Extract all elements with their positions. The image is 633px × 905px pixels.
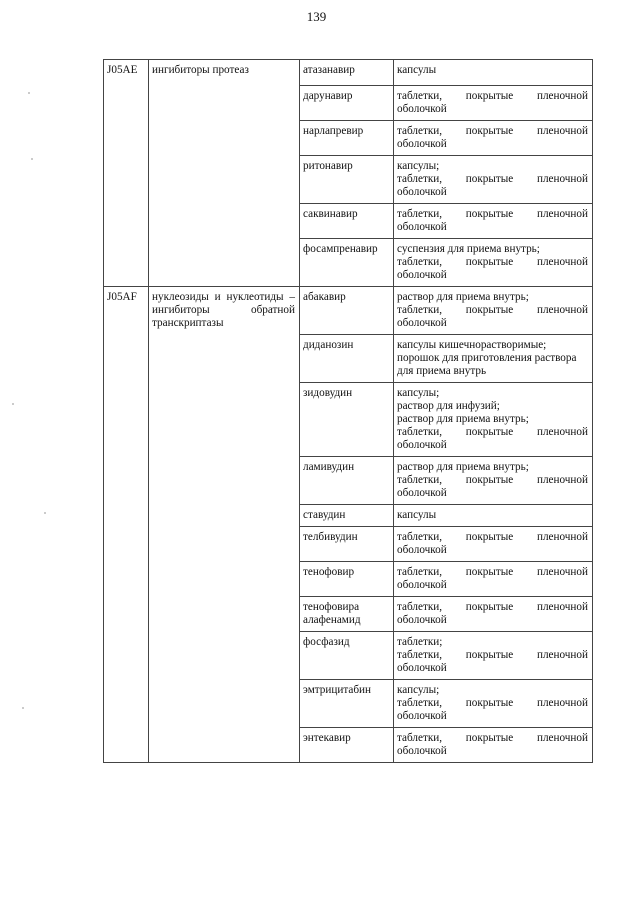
drug-name-cell	[300, 239, 394, 287]
dosage-form-line: таблетки, покрытые пленочной	[397, 173, 588, 185]
dosage-form-line: таблетки;	[397, 636, 443, 648]
drug-name: саквинавир	[303, 208, 358, 220]
dosage-form-line: раствор для инфузий;	[397, 400, 500, 412]
group-name-cell	[149, 287, 300, 763]
dosage-form-line: оболочкой	[397, 662, 447, 674]
dosage-form-line: капсулы	[397, 509, 437, 521]
dosage-form-line: таблетки, покрытые пленочной	[397, 649, 588, 661]
drug-name: ритонавир	[303, 160, 353, 172]
group-name-cell	[149, 60, 300, 287]
drug-name-cell	[300, 632, 394, 680]
dosage-form-cell	[394, 204, 593, 239]
dosage-form-line: оболочкой	[397, 614, 447, 626]
drug-name: эмтрицитабин	[303, 684, 372, 696]
dosage-form-line: оболочкой	[397, 579, 447, 591]
drug-name-cell	[300, 287, 394, 335]
dosage-form-line: капсулы;	[397, 387, 440, 399]
drug-name: тенофовира алафенамид	[303, 601, 361, 626]
dosage-form-line: таблетки, покрытые пленочной	[397, 304, 588, 316]
dosage-form-line: таблетки, покрытые пленочной	[397, 125, 588, 137]
table-row	[104, 287, 593, 335]
atc-code-cell	[104, 287, 149, 763]
dosage-form-line: таблетки, покрытые пленочной	[397, 426, 588, 438]
drug-name: ставудин	[303, 509, 346, 521]
atc-code: J05AF	[107, 291, 137, 303]
drug-name-cell	[300, 335, 394, 383]
dosage-form-cell	[394, 562, 593, 597]
dosage-form-line: оболочкой	[397, 745, 447, 757]
dosage-form-line: таблетки, покрытые пленочной	[397, 208, 588, 220]
dosage-form-line: оболочкой	[397, 138, 447, 150]
drug-name: телбивудин	[303, 531, 358, 543]
dosage-form-cell	[394, 383, 593, 457]
table-body	[104, 60, 593, 763]
drug-name: дарунавир	[303, 90, 353, 102]
dosage-form-line: раствор для приема внутрь;	[397, 461, 529, 473]
dosage-form-line: таблетки, покрытые пленочной	[397, 256, 588, 268]
dosage-form-line: порошок для приготовления раствора	[397, 352, 577, 364]
dosage-form-cell	[394, 505, 593, 527]
drug-name-cell	[300, 204, 394, 239]
dosage-form-cell	[394, 457, 593, 505]
dosage-form-line: оболочкой	[397, 103, 447, 115]
scan-speck	[44, 512, 46, 514]
dosage-form-cell	[394, 156, 593, 204]
dosage-form-cell	[394, 60, 593, 86]
drug-name-cell	[300, 383, 394, 457]
drug-name: фосампренавир	[303, 243, 378, 255]
dosage-form-line: оболочкой	[397, 269, 447, 281]
dosage-form-cell	[394, 527, 593, 562]
drug-name-cell	[300, 527, 394, 562]
drug-name: фосфазид	[303, 636, 350, 648]
dosage-form-cell	[394, 335, 593, 383]
drug-name-cell	[300, 680, 394, 728]
drug-name: зидовудин	[303, 387, 353, 399]
dosage-form-line: таблетки, покрытые пленочной	[397, 732, 588, 744]
dosage-form-line: суспензия для приема внутрь;	[397, 243, 540, 255]
dosage-form-line: капсулы;	[397, 160, 440, 172]
drug-name-cell	[300, 505, 394, 527]
dosage-form-line: оболочкой	[397, 544, 447, 556]
atc-code: J05AE	[107, 64, 138, 76]
dosage-form-cell	[394, 121, 593, 156]
dosage-form-cell	[394, 728, 593, 763]
dosage-form-line: таблетки, покрытые пленочной	[397, 474, 588, 486]
drug-name: абакавир	[303, 291, 346, 303]
scan-speck	[28, 92, 30, 94]
drug-name-cell	[300, 562, 394, 597]
dosage-form-cell	[394, 632, 593, 680]
drug-table	[103, 59, 593, 763]
drug-name: атазанавир	[303, 64, 355, 76]
group-name: нуклеозиды и нуклеотиды – ингибиторы обратной транскриптазы	[152, 291, 295, 329]
dosage-form-cell	[394, 680, 593, 728]
scan-speck	[31, 158, 33, 160]
drug-name-cell	[300, 86, 394, 121]
drug-name: ламивудин	[303, 461, 355, 473]
page-number: 139	[306, 9, 327, 24]
dosage-form-line: оболочкой	[397, 317, 447, 329]
dosage-form-cell	[394, 287, 593, 335]
dosage-form-line: раствор для приема внутрь;	[397, 413, 529, 425]
dosage-form-line: таблетки, покрытые пленочной	[397, 566, 588, 578]
drug-name-cell	[300, 457, 394, 505]
dosage-form-line: таблетки, покрытые пленочной	[397, 90, 588, 102]
dosage-form-line: капсулы	[397, 64, 437, 76]
dosage-form-line: раствор для приема внутрь;	[397, 291, 529, 303]
drug-name-cell	[300, 597, 394, 632]
drug-name: нарлапревир	[303, 125, 364, 137]
drug-name-cell	[300, 156, 394, 204]
dosage-form-line: оболочкой	[397, 710, 447, 722]
dosage-form-line: оболочкой	[397, 439, 447, 451]
dosage-form-line: для приема внутрь	[397, 365, 487, 377]
scan-speck	[22, 707, 24, 709]
drug-name-cell	[300, 60, 394, 86]
table-row	[104, 60, 593, 86]
drug-name-cell	[300, 728, 394, 763]
scan-speck	[12, 403, 14, 405]
dosage-form-line: таблетки, покрытые пленочной	[397, 601, 588, 613]
dosage-form-line: капсулы;	[397, 684, 440, 696]
dosage-form-line: таблетки, покрытые пленочной	[397, 697, 588, 709]
dosage-form-line: оболочкой	[397, 221, 447, 233]
dosage-form-cell	[394, 597, 593, 632]
drug-name: тенофовир	[303, 566, 355, 578]
dosage-form-line: оболочкой	[397, 186, 447, 198]
atc-code-cell	[104, 60, 149, 287]
dosage-form-line: таблетки, покрытые пленочной	[397, 531, 588, 543]
dosage-form-cell	[394, 239, 593, 287]
drug-name-cell	[300, 121, 394, 156]
dosage-form-line: оболочкой	[397, 487, 447, 499]
drug-name: энтекавир	[303, 732, 351, 744]
group-name: ингибиторы протеаз	[152, 64, 249, 76]
drug-name: диданозин	[303, 339, 354, 351]
dosage-form-line: капсулы кишечнорастворимые;	[397, 339, 547, 351]
dosage-form-cell	[394, 86, 593, 121]
